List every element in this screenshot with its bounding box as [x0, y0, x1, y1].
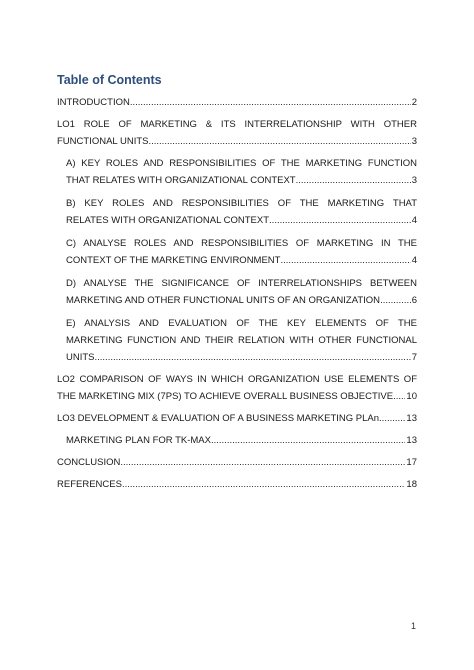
toc-leader-dots — [380, 292, 411, 309]
toc-leader-dots — [122, 476, 405, 493]
toc-entry-lo1-b[interactable] — [57, 195, 417, 229]
toc-entry-label-line1: LO2 COMPARISON OF WAYS IN WHICH ORGANIZATION USE ELEMENTS OF — [57, 374, 417, 385]
toc-leader-dots — [379, 410, 405, 427]
page-number: 1 — [410, 621, 416, 631]
toc-entry-introduction[interactable] — [57, 94, 417, 111]
toc-entry-label-line1: LO1 ROLE OF MARKETING & ITS INTERRELATIONSHIP WITH OTHER — [57, 119, 417, 130]
toc-entry-label: CONCLUSION — [57, 457, 121, 468]
toc-page-number: 4 — [411, 215, 417, 226]
toc-page-number: 4 — [411, 255, 417, 266]
toc-leader-dots — [280, 252, 410, 269]
toc-leader-dots — [211, 432, 405, 449]
toc-entry-lo1-c[interactable] — [57, 235, 417, 269]
toc-entry-references[interactable] — [57, 476, 417, 493]
toc-page-number: 6 — [411, 295, 417, 306]
toc-entry-label-line1b: MARKETING FUNCTION AND THEIR RELATION WITH OTHER FUNCTIONAL — [66, 335, 417, 346]
toc-page-number: 18 — [406, 479, 417, 490]
toc-page-number: 3 — [411, 175, 417, 186]
toc-entry-label-line2: THAT RELATES WITH ORGANIZATIONAL CONTEXT — [66, 175, 296, 186]
toc-leader-dots — [393, 388, 405, 405]
toc-entry-label-line1: B) KEY ROLES AND RESPONSIBILITIES OF THE MARKETING THAT — [66, 198, 417, 209]
toc-entry-label-line2: THE MARKETING MIX (7PS) TO ACHIEVE OVERALL BUSINESS OBJECTIVE — [57, 391, 394, 402]
toc-page-number: 13 — [406, 413, 417, 424]
toc-entry-lo2[interactable] — [57, 371, 417, 405]
toc-entry-lo1-e[interactable] — [57, 315, 417, 366]
table-of-contents — [57, 94, 417, 493]
toc-leader-dots — [95, 349, 411, 366]
toc-entry-label: LO3 DEVELOPMENT & EVALUATION OF A BUSINESS MARKETING PLAn — [57, 413, 380, 424]
toc-page-number: 2 — [411, 97, 417, 108]
toc-leader-dots — [269, 212, 411, 229]
toc-entry-label: MARKETING PLAN FOR TK-MAX — [66, 435, 211, 446]
toc-leader-dots — [148, 133, 410, 150]
toc-leader-dots — [296, 172, 411, 189]
toc-page-number: 7 — [411, 352, 417, 363]
toc-leader-dots — [120, 454, 405, 471]
toc-entry-label-line2: FUNCTIONAL UNITS — [57, 136, 149, 147]
toc-entry-lo1-d[interactable] — [57, 275, 417, 309]
toc-entry-label-line1: E) ANALYSIS AND EVALUATION OF THE KEY ELEMENTS OF THE — [66, 318, 417, 329]
toc-page-number: 13 — [406, 435, 417, 446]
toc-entry-label: REFERENCES — [57, 479, 122, 490]
toc-entry-lo3[interactable] — [57, 410, 417, 427]
toc-title: Table of Contents — [57, 73, 162, 87]
toc-entry-label: INTRODUCTION — [57, 97, 130, 108]
toc-entry-label-line2: UNITS — [66, 352, 95, 363]
toc-page-number: 17 — [406, 457, 417, 468]
toc-entry-label-line2: CONTEXT OF THE MARKETING ENVIRONMENT — [66, 255, 281, 266]
toc-page-number: 3 — [411, 136, 417, 147]
toc-entry-label-line2: RELATES WITH ORGANIZATIONAL CONTEXT — [66, 215, 270, 226]
toc-entry-lo1-a[interactable] — [57, 155, 417, 189]
toc-entry-label-line1: D) ANALYSE THE SIGNIFICANCE OF INTERRELATIONSHIPS BETWEEN — [66, 278, 417, 289]
toc-entry-conclusion[interactable] — [57, 454, 417, 471]
toc-page-number: 10 — [406, 391, 417, 402]
toc-entry-lo1[interactable] — [57, 116, 417, 150]
toc-entry-marketing-plan[interactable] — [57, 432, 417, 449]
toc-leader-dots — [130, 94, 411, 111]
toc-entry-label-line1: C) ANALYSE ROLES AND RESPONSIBILITIES OF MARKETING IN THE — [66, 238, 417, 249]
toc-entry-label-line2: MARKETING AND OTHER FUNCTIONAL UNITS OF AN ORGANIZATION — [66, 295, 381, 306]
toc-entry-label-line1: A) KEY ROLES AND RESPONSIBILITIES OF THE MARKETING FUNCTION — [66, 158, 417, 169]
